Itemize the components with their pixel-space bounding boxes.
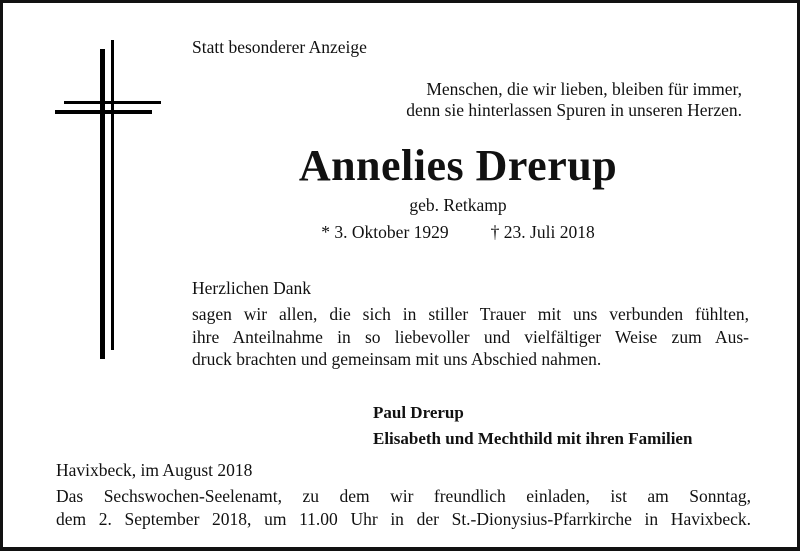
service-line: dem 2. September 2018, um 11.00 Uhr in der St.-Dionysius-Pfarrkirche in Havixbeck. — [56, 508, 751, 529]
cross-horizontal-thin-bar — [64, 101, 161, 104]
thanks-paragraph — [192, 303, 749, 371]
thanks-line: sagen wir allen, die sich in stiller Trauer mit uns verbunden fühlten, — [192, 304, 749, 324]
service-announcement — [56, 485, 751, 530]
deceased-name: Annelies Drerup — [298, 141, 618, 190]
signer: Elisabeth und Mechthild mit ihren Familien — [373, 429, 693, 448]
thanks-line: druck brachten und gemeinsam mit uns Abschied nahmen. — [192, 349, 602, 369]
intro-text: Statt besonderer Anzeige — [192, 37, 367, 57]
thanks-heading: Herzlichen Dank — [192, 278, 312, 298]
life-dates — [3, 222, 800, 243]
signer: Paul Drerup — [373, 403, 464, 422]
motto-line: Menschen, die wir lieben, bleiben für immer, — [426, 79, 742, 99]
place-date: Havixbeck, im August 2018 — [56, 460, 253, 480]
motto-quote — [406, 79, 742, 121]
death-date: † 23. Juli 2018 — [490, 222, 595, 242]
maiden-name: geb. Retkamp — [409, 195, 507, 215]
cross-horizontal-thick-bar — [55, 110, 152, 114]
signers — [373, 400, 692, 452]
thanks-line: ihre Anteilnahme in so liebevoller und vielfältiger Weise zum Aus- — [192, 326, 749, 347]
service-line: Das Sechswochen-Seelenamt, zu dem wir freundlich einladen, ist am Sonntag, — [56, 486, 751, 506]
birth-date: * 3. Oktober 1929 — [321, 222, 449, 242]
motto-line: denn sie hinterlassen Spuren in unseren Herzen. — [406, 100, 742, 120]
